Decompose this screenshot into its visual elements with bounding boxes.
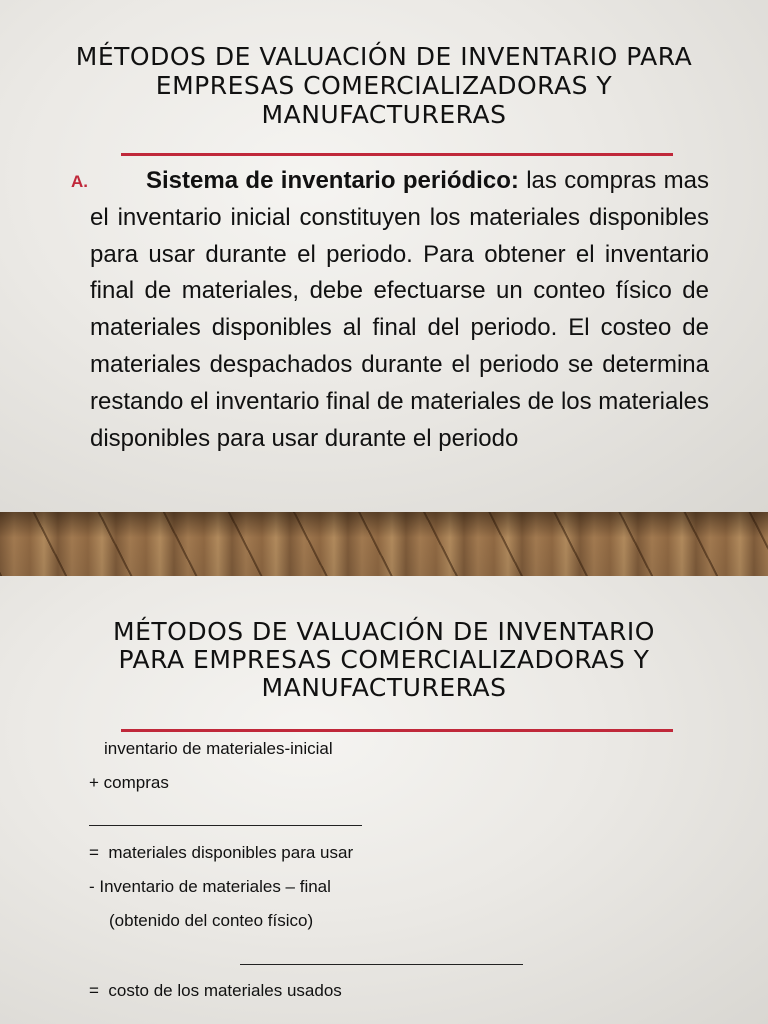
slide-1-title-divider xyxy=(121,153,673,156)
calc-line-compras: + compras xyxy=(89,773,169,792)
slide-1-body-paragraph xyxy=(90,163,709,457)
calc-underline-2 xyxy=(240,964,523,965)
calc-line-conteo: (obtenido del conteo físico) xyxy=(109,911,314,930)
calc-line-inventario-final: - Inventario de materiales – final xyxy=(89,877,331,896)
slide-1-title-line-3: MANUFACTURERAS xyxy=(261,100,507,129)
slide-2-title-line-3: MANUFACTURERAS xyxy=(261,673,507,702)
wood-floor-shade xyxy=(0,512,768,576)
paragraph-bold-lead: Sistema de inventario periódico: xyxy=(146,167,519,194)
slide-2-title-line-1: MÉTODOS DE VALUACIÓN DE INVENTARIO xyxy=(113,617,655,646)
calc-underline-1 xyxy=(89,825,362,826)
slide-2-title-line-2: PARA EMPRESAS COMERCIALIZADORAS Y xyxy=(118,645,650,674)
bullet-marker-a: A. xyxy=(71,172,88,191)
slide-1-title-line-2: EMPRESAS COMERCIALIZADORAS Y xyxy=(155,71,613,100)
slide-1-title-line-1: MÉTODOS DE VALUACIÓN DE INVENTARIO PARA xyxy=(75,42,693,71)
slide-2-title xyxy=(0,618,768,702)
calc-line-disponibles: = materiales disponibles para usar xyxy=(89,843,354,862)
slide-2 xyxy=(0,576,768,1024)
calc-line-inventario-inicial: inventario de materiales-inicial xyxy=(104,739,333,758)
paragraph-text: las compras mas el inventario inicial constituyen los materiales disponibles para usar durante el periodo. Para obtener el inventario final de materiales, debe efectuarse un conteo físico de materiales disponibles al final del periodo. El costeo de materiales despachados durante el periodo se determina restando el inventario final de materiales de los materiales disponibles para usar durante el periodo xyxy=(90,167,709,452)
calc-line-costo: = costo de los materiales usados xyxy=(89,981,342,1000)
wood-floor-decoration xyxy=(0,512,768,576)
slide-2-title-divider xyxy=(121,729,673,732)
slide-1-title xyxy=(0,42,768,129)
